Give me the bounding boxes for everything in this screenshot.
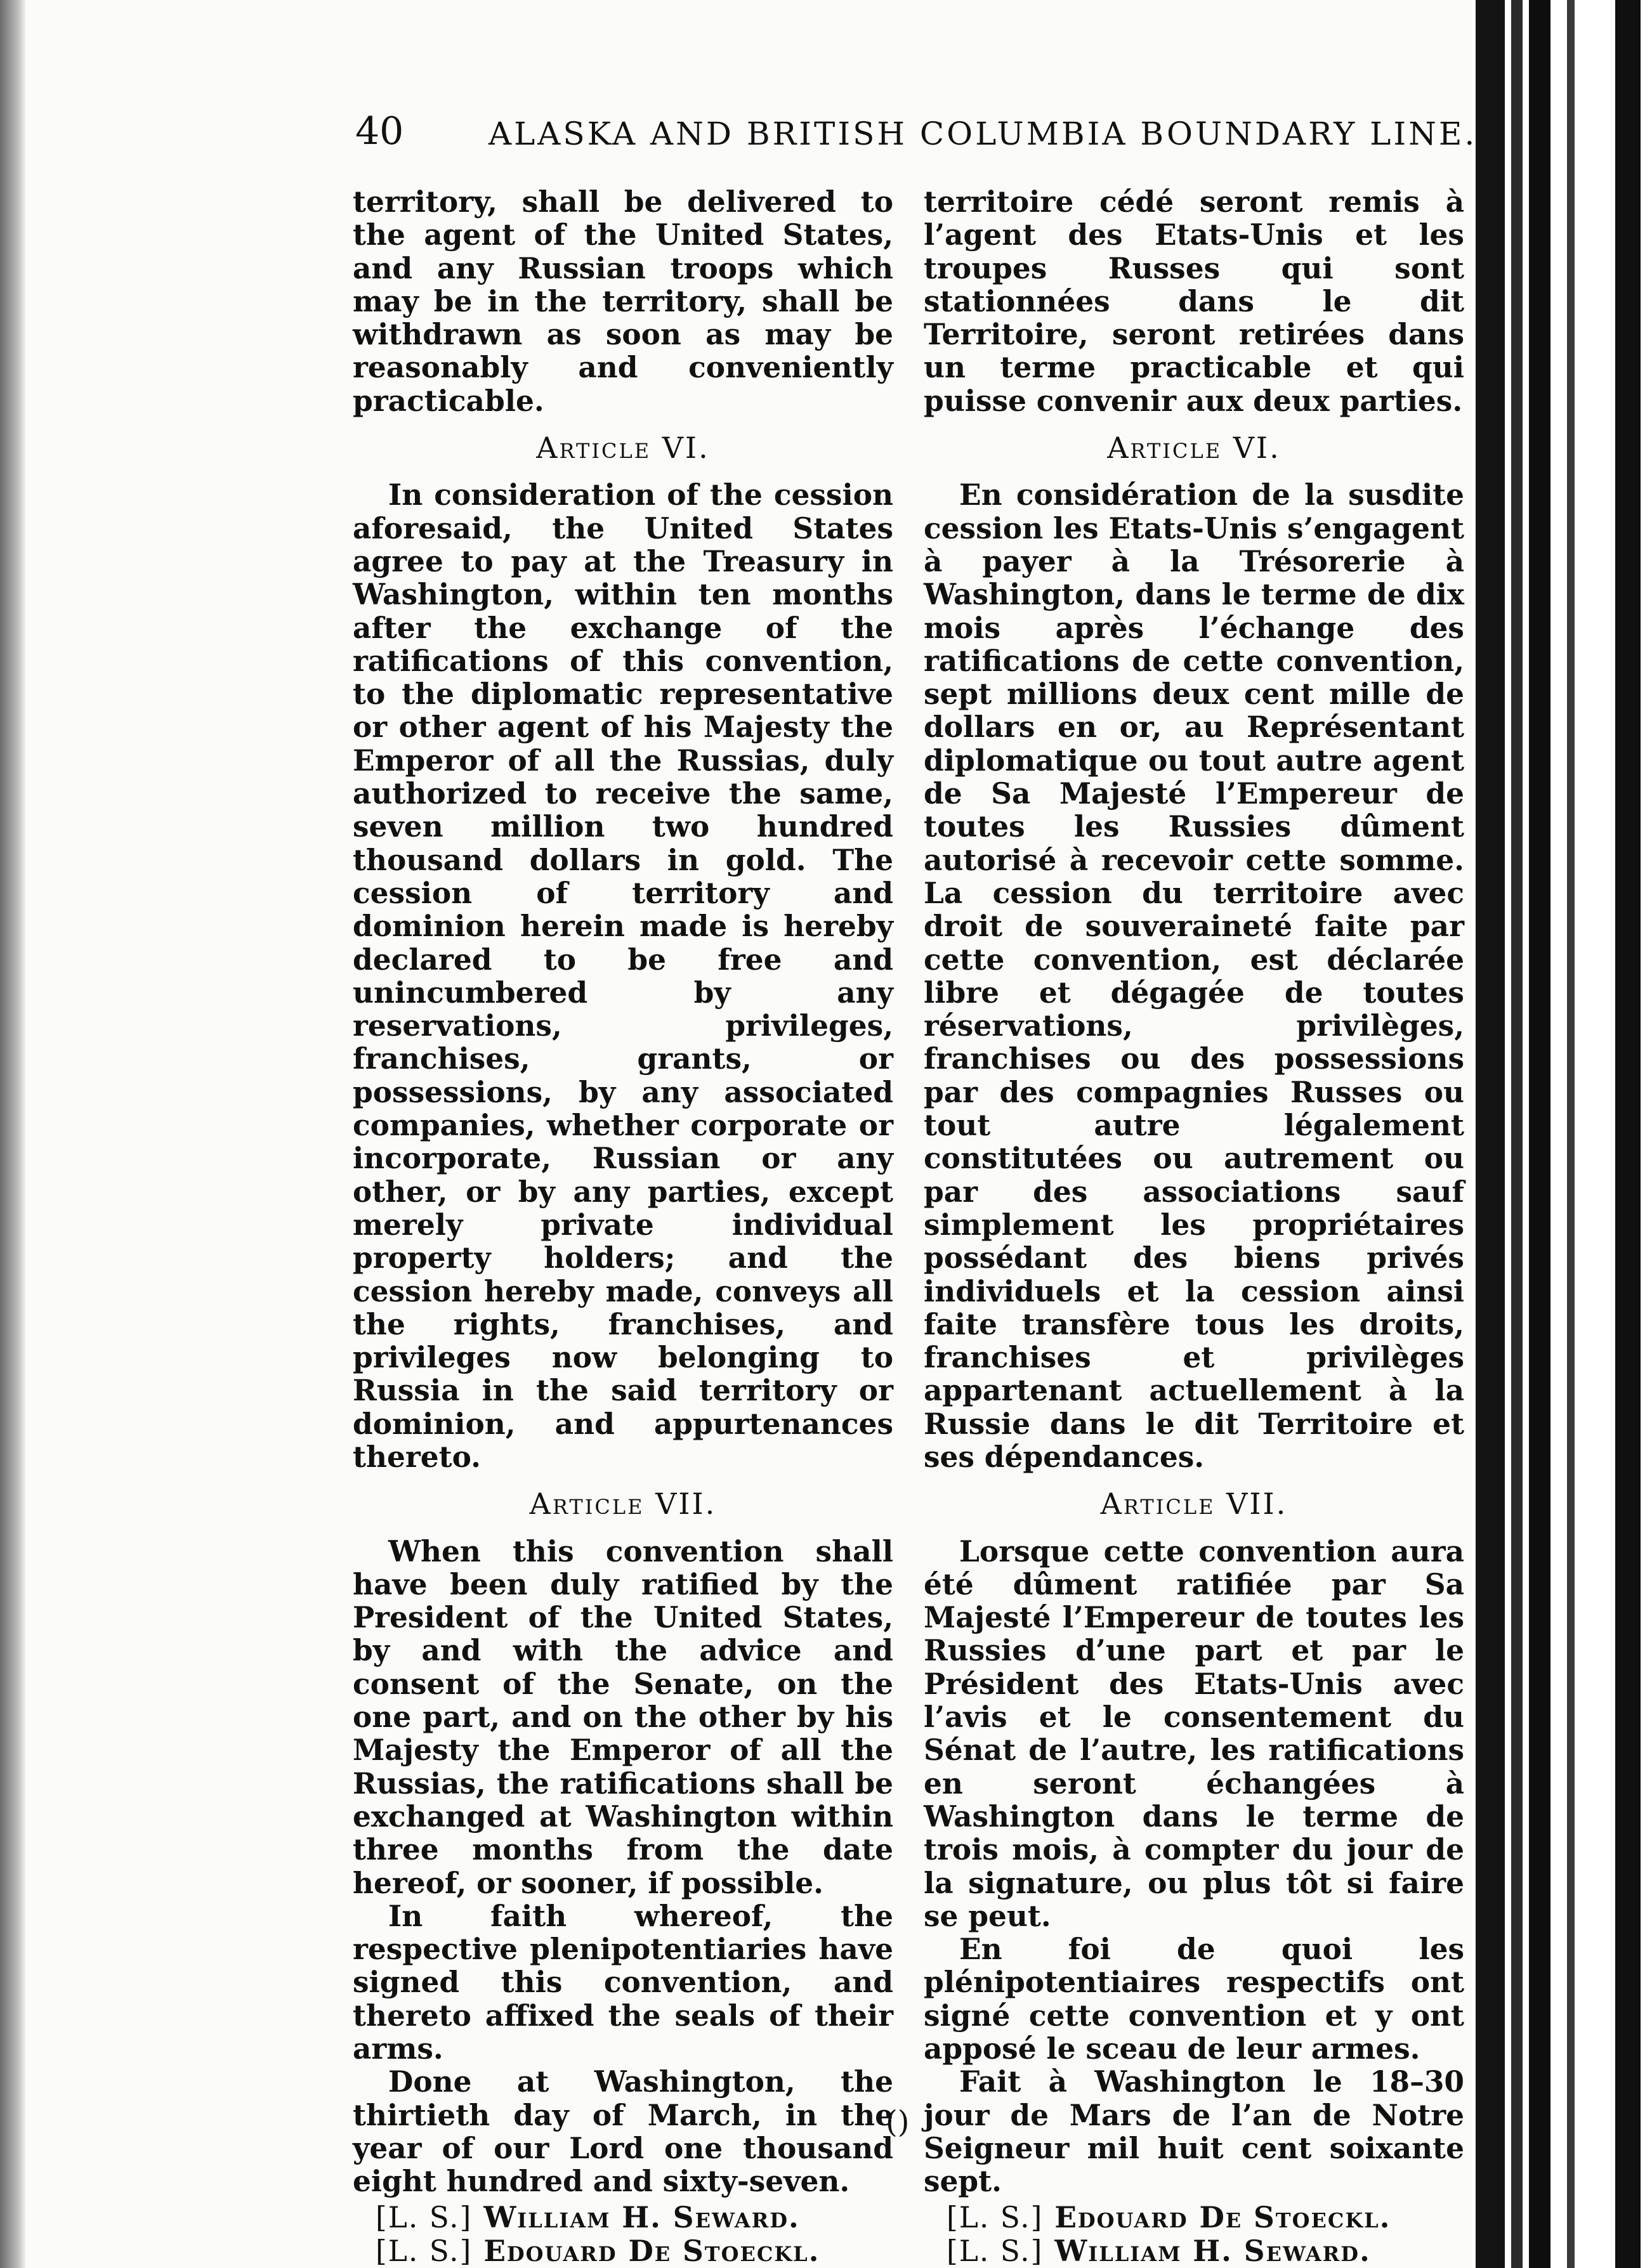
seal-mark: [L. S.] bbox=[376, 2200, 473, 2234]
english-article6-heading: Article VI. bbox=[536, 431, 710, 466]
english-column bbox=[353, 185, 893, 2268]
french-signatures bbox=[924, 2201, 1464, 2268]
page-header bbox=[355, 109, 1478, 165]
french-column bbox=[924, 185, 1464, 2268]
french-done-paragraph: Fait à Washington le 18–30 jour de Mars de l’an de Notre Seigneur mil huit cent soixante sept. bbox=[924, 2064, 1464, 2199]
french-signature-line bbox=[947, 2234, 1464, 2268]
spine-bar bbox=[1476, 0, 1505, 2268]
french-faith-paragraph: En foi de quoi les plénipotentiaires respectifs ont signé cette convention et y ont apposé le sceau de leur armes. bbox=[924, 1932, 1464, 2066]
spine-bar bbox=[1511, 0, 1523, 2268]
spine-bar bbox=[1567, 0, 1575, 2268]
seal-mark: [L. S.] bbox=[947, 2234, 1044, 2268]
english-article7-text: When this convention shall have been duly ratified by the President of the United States, by and with the advice and consent of the Senate, on the one part, and on the other by his Majesty the Emperor of all the Russias, the ratifications shall be exchanged at Washington within three months from the date hereof, or sooner, if possible. bbox=[353, 1534, 893, 1900]
spine-bar bbox=[1529, 0, 1550, 2268]
running-title: ALASKA AND BRITISH COLUMBIA BOUNDARY LINE. bbox=[488, 115, 1478, 152]
page-number: 40 bbox=[355, 109, 404, 153]
english-done-paragraph: Done at Washington, the thirtieth day of March, in the year of our Lord one thousand eight hundred and sixty-seven. bbox=[353, 2064, 893, 2199]
english-faith-paragraph: In faith whereof, the respective plenipotentiaries have signed this convention, and thereto affixed the seals of their arms. bbox=[353, 1898, 893, 2066]
signatory-name: Edouard De Stoeckl. bbox=[1054, 2200, 1391, 2234]
english-intro-paragraph: territory, shall be delivered to the agent of the United States, and any Russian troops which may be in the territory, shall be withdrawn as soon as may be reasonably and conveniently practicable. bbox=[353, 185, 893, 418]
signatory-name: Edouard De Stoeckl. bbox=[483, 2233, 820, 2268]
book-spine bbox=[1472, 0, 1652, 2268]
footer-mark: () bbox=[886, 2104, 910, 2140]
french-article7-heading: Article VII. bbox=[1100, 1487, 1288, 1522]
spine-bar bbox=[1615, 0, 1641, 2268]
scan-left-edge bbox=[0, 0, 25, 2268]
french-article6-heading: Article VI. bbox=[1107, 431, 1281, 466]
french-article7-text: Lorsque cette convention aura été dûment ratifiée par Sa Majesté l’Empereur de toutes les Russies d’une part et par le Président des Etats-Unis avec l’avis et le consentement du Sénat de l’autre, les ratifications en seront échangées à Washington dans le terme de trois mois, à compter du jour de la signature, ou plus tôt si faire se peut. bbox=[924, 1534, 1464, 1933]
seal-mark: [L. S.] bbox=[947, 2200, 1044, 2234]
signatory-name: William H. Seward. bbox=[483, 2200, 800, 2234]
seal-mark: [L. S.] bbox=[376, 2234, 473, 2268]
english-signatures bbox=[353, 2201, 893, 2268]
french-article6-text: En considération de la susdite cession les Etats-Unis s’engagent à payer à la Trésorerie à Washington, dans le terme de dix mois après l’échange des ratifications de cette convention, sept millions deux cent mille de dollars en or, au Représentant diplomatique ou tout autre agent de Sa Majesté l’Empereur de toutes les Russies dûment autorisé à recevoir cette somme. La cession du territoire avec droit de souveraineté faite par cette convention, est déclarée libre et dégagée de toutes réservations, privilèges, franchises ou des possessions par des compagnies Russes ou tout autre légalement constitutées ou autrement ou par des associations sauf simplement les propriétaires possédant des biens privés individuels et la cession ainsi faite transfère tous les droits, franchises et privilèges appartenant actuellement à la Russie dans le dit Territoire et ses dépendances. bbox=[924, 478, 1464, 1474]
english-signature-line bbox=[376, 2234, 893, 2268]
english-signature-line bbox=[376, 2201, 893, 2234]
english-article6-text: In consideration of the cession aforesaid, the United States agree to pay at the Treasury in Washington, within ten months after the exchange of the ratifications of this convention, to the diplomatic representative or other agent of his Majesty the Emperor of all the Russias, duly authorized to receive the same, seven million two hundred thousand dollars in gold. The cession of territory and dominion herein made is hereby declared to be free and unincumbered by any reservations, privileges, franchises, grants, or possessions, by any associated companies, whether corporate or incorporate, Russian or any other, or by any parties, except merely private individual property holders; and the cession hereby made, conveys all the rights, franchises, and privileges now belonging to Russia in the said territory or dominion, and appurtenances thereto. bbox=[353, 478, 893, 1474]
signatory-name: William H. Seward. bbox=[1054, 2233, 1371, 2268]
french-intro-paragraph: territoire cédé seront remis à l’agent des Etats-Unis et les troupes Russes qui sont stationnées dans le dit Territoire, seront retirées dans un terme practicable et qui puisse convenir aux deux parties. bbox=[924, 185, 1464, 418]
english-article7-heading: Article VII. bbox=[529, 1487, 717, 1522]
french-signature-line bbox=[947, 2201, 1464, 2234]
